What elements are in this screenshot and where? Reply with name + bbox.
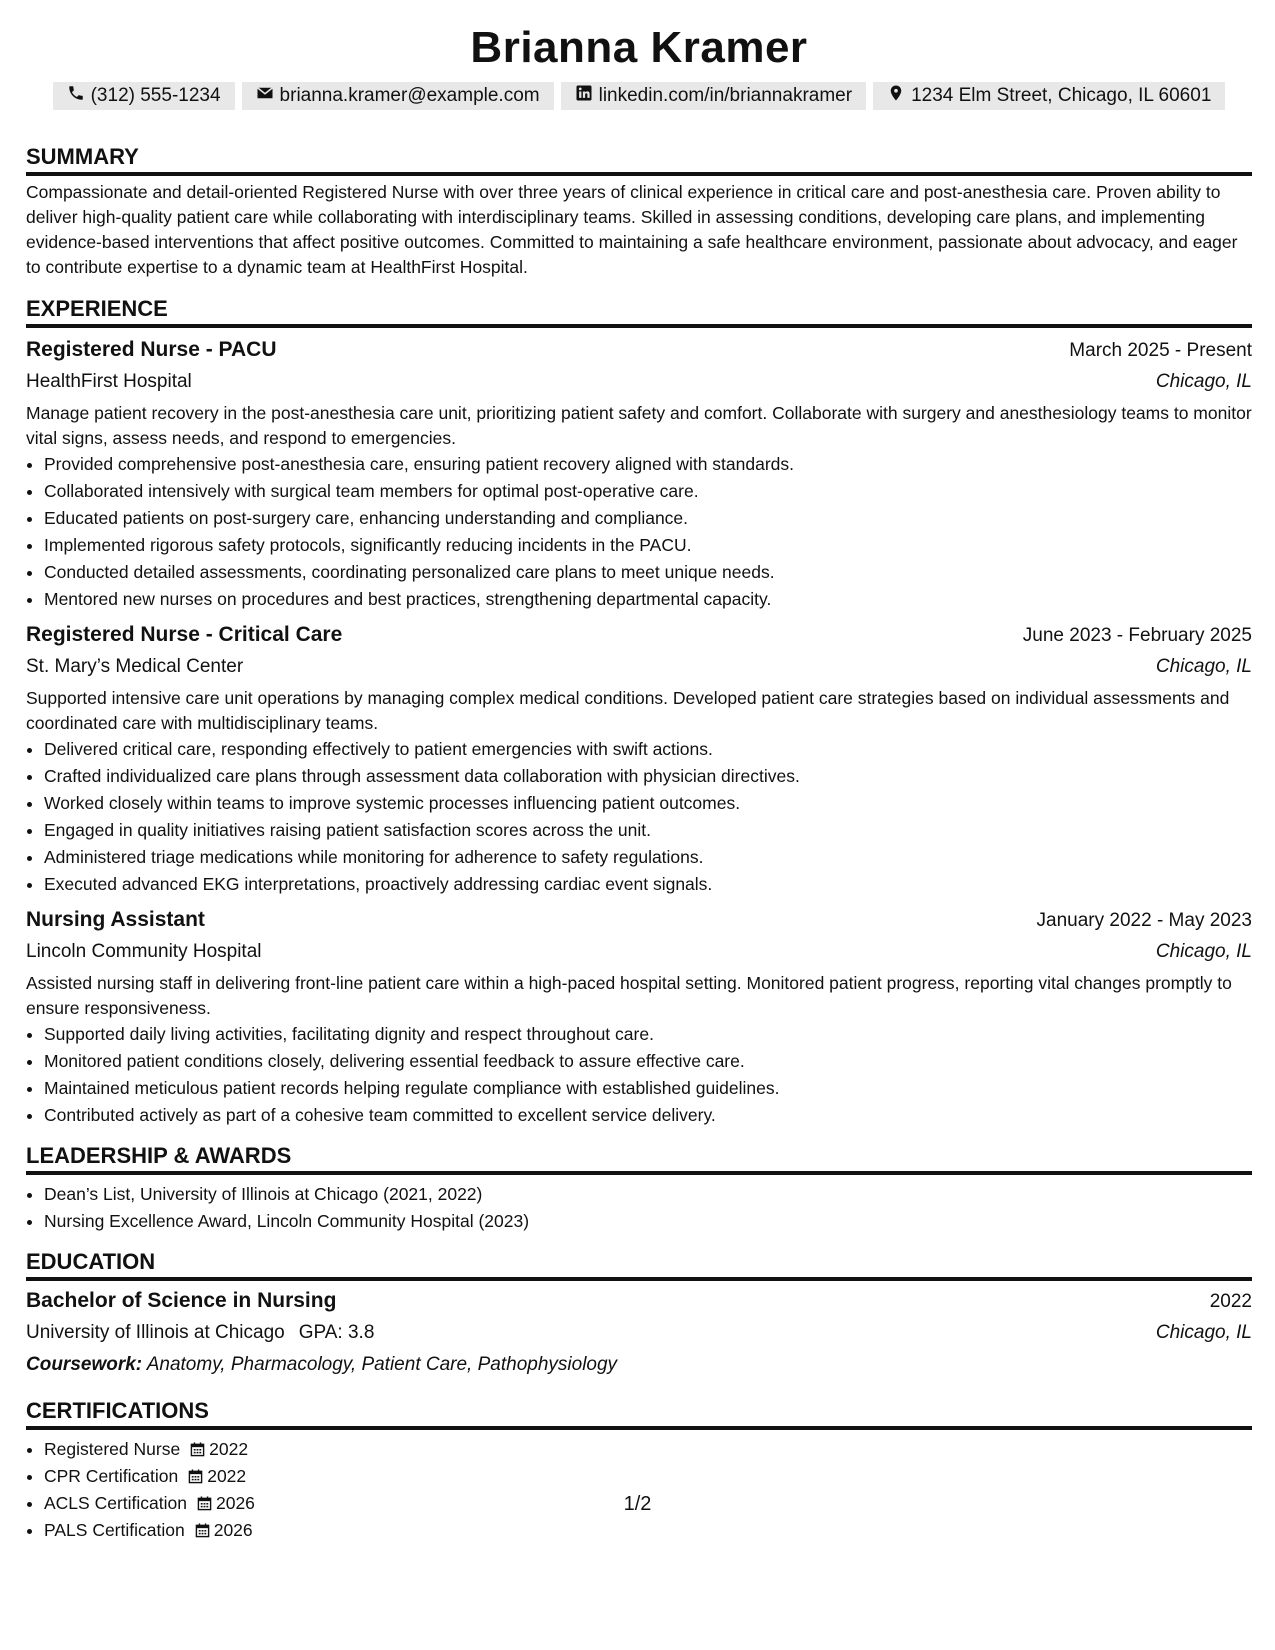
job-location: Chicago, IL bbox=[1155, 941, 1252, 962]
job-title: Registered Nurse - Critical Care bbox=[26, 623, 343, 646]
list-item: • Crafted individualized care plans through assessment data collaboration with physician directives. bbox=[44, 763, 1252, 790]
list-item: • Nursing Excellence Award, Lincoln Community Hospital (2023) bbox=[44, 1208, 1252, 1235]
certification-year: 2022 bbox=[207, 1466, 247, 1486]
school-name: University of Illinois at Chicago bbox=[26, 1322, 285, 1343]
certification-name: PALS Certification bbox=[44, 1520, 185, 1540]
list-item: • Supported daily living activities, facilitating dignity and respect throughout care. bbox=[44, 1021, 1252, 1048]
coursework-label: Coursework: bbox=[26, 1354, 143, 1375]
section-title: LEADERSHIP & AWARDS bbox=[26, 1141, 1252, 1175]
candidate-name: Brianna Kramer bbox=[470, 23, 808, 72]
certifications-section bbox=[26, 1396, 1252, 1544]
certification-name: ACLS Certification bbox=[44, 1493, 187, 1513]
job-bullets bbox=[26, 1021, 1252, 1129]
summary-section bbox=[26, 142, 1252, 280]
job-dates: January 2022 - May 2023 bbox=[1036, 910, 1252, 931]
list-item: • Provided comprehensive post-anesthesia care, ensuring patient recovery aligned with standards. bbox=[44, 451, 1252, 478]
calendar-icon bbox=[188, 1465, 203, 1480]
section-title: EXPERIENCE bbox=[26, 294, 1252, 328]
list-item: • Administered triage medications while monitoring for adherence to safety regulations. bbox=[44, 844, 1252, 871]
contact-linkedin[interactable] bbox=[561, 82, 866, 110]
job-title: Nursing Assistant bbox=[26, 908, 205, 931]
section-title: CERTIFICATIONS bbox=[26, 1396, 1252, 1430]
contact-email[interactable] bbox=[242, 82, 554, 110]
school-location: Chicago, IL bbox=[1155, 1322, 1252, 1343]
degree: Bachelor of Science in Nursing bbox=[26, 1289, 337, 1312]
email-text: brianna.kramer@example.com bbox=[279, 85, 540, 106]
job-location: Chicago, IL bbox=[1155, 656, 1252, 677]
job-description: Manage patient recovery in the post-anesthesia care unit, prioritizing patient safety and comfort. Collaborate with surgery and anesthesiology teams to monitor vital signs, assess needs, and respond to emergencies. bbox=[26, 403, 1252, 448]
list-item: • Dean’s List, University of Illinois at Chicago (2021, 2022) bbox=[44, 1181, 1252, 1208]
list-item: • Collaborated intensively with surgical team members for optimal post-operative care. bbox=[44, 478, 1252, 505]
certification-year: 2026 bbox=[213, 1520, 253, 1540]
list-item bbox=[44, 1436, 1252, 1463]
list-item: • Executed advanced EKG interpretations, proactively addressing cardiac event signals. bbox=[44, 871, 1252, 898]
coursework bbox=[26, 1350, 1252, 1380]
list-item: • Conducted detailed assessments, coordinating personalized care plans to meet unique needs. bbox=[44, 559, 1252, 586]
job-title: Registered Nurse - PACU bbox=[26, 338, 277, 361]
list-item bbox=[44, 1463, 1252, 1490]
list-item: • Maintained meticulous patient records helping regulate compliance with established guidelines. bbox=[44, 1075, 1252, 1102]
education-section bbox=[26, 1247, 1252, 1380]
list-item: • Worked closely within teams to improve systemic processes influencing patient outcomes. bbox=[44, 790, 1252, 817]
job-entry bbox=[26, 904, 1252, 1129]
envelope-icon bbox=[256, 84, 274, 108]
certification-name: CPR Certification bbox=[44, 1466, 179, 1486]
gpa: GPA: 3.8 bbox=[298, 1322, 375, 1343]
employer: HealthFirst Hospital bbox=[26, 371, 192, 392]
contact-bar bbox=[26, 82, 1252, 110]
certification-year: 2022 bbox=[209, 1439, 249, 1459]
list-item bbox=[44, 1517, 1252, 1544]
phone-text: (312) 555-1234 bbox=[90, 85, 221, 106]
employer: St. Mary’s Medical Center bbox=[26, 656, 244, 677]
list-item: • Contributed actively as part of a cohesive team committed to excellent service delivery. bbox=[44, 1102, 1252, 1129]
calendar-icon bbox=[190, 1438, 205, 1453]
certification-name: Registered Nurse bbox=[44, 1439, 181, 1459]
list-item: • Implemented rigorous safety protocols, significantly reducing incidents in the PACU. bbox=[44, 532, 1252, 559]
certification-year: 2026 bbox=[215, 1493, 255, 1513]
contact-phone[interactable] bbox=[53, 82, 235, 110]
job-location: Chicago, IL bbox=[1155, 371, 1252, 392]
job-description: Supported intensive care unit operations by managing complex medical conditions. Developed patient care strategies based on individual assessments and coordinated care with multidisciplinary teams. bbox=[26, 688, 1230, 733]
experience-section bbox=[26, 294, 1252, 1129]
linkedin-text: linkedin.com/in/briannakramer bbox=[598, 85, 853, 106]
summary-text: Compassionate and detail-oriented Registered Nurse with over three years of clinical experience in critical care and post-anesthesia care. Proven ability to deliver high-quality patient care while collaborating with interdisciplinary teams. Skilled in assessing conditions, developing care plans, and implementing evidence-based interventions that affect positive outcomes. Committed to maintaining a safe healthcare environment, passionate about advocacy, and eager to contribute expertise to a dynamic team at HealthFirst Hospital. bbox=[26, 182, 1238, 277]
page-number: 1/2 bbox=[623, 1493, 652, 1515]
linkedin-icon bbox=[575, 84, 593, 108]
list-item: • Educated patients on post-surgery care, enhancing understanding and compliance. bbox=[44, 505, 1252, 532]
job-description: Assisted nursing staff in delivering front-line patient care within a high-paced hospital setting. Monitored patient progress, reporting vital changes promptly to ensure responsiveness. bbox=[26, 973, 1232, 1018]
job-dates: June 2023 - February 2025 bbox=[1022, 625, 1252, 646]
employer: Lincoln Community Hospital bbox=[26, 941, 262, 962]
job-entry bbox=[26, 334, 1252, 613]
job-dates: March 2025 - Present bbox=[1069, 340, 1252, 361]
contact-address[interactable] bbox=[873, 82, 1225, 110]
calendar-icon bbox=[195, 1519, 210, 1534]
coursework-list: Anatomy, Pharmacology, Patient Care, Pathophysiology bbox=[146, 1354, 618, 1375]
phone-icon bbox=[67, 84, 85, 108]
section-title: EDUCATION bbox=[26, 1247, 1252, 1281]
list-item: • Engaged in quality initiatives raising patient satisfaction scores across the unit. bbox=[44, 817, 1252, 844]
job-bullets bbox=[26, 451, 1252, 613]
list-item: • Delivered critical care, responding effectively to patient emergencies with swift actions. bbox=[44, 736, 1252, 763]
resume-page bbox=[26, 0, 1252, 1544]
graduation-year: 2022 bbox=[1209, 1291, 1252, 1312]
map-pin-icon bbox=[887, 84, 905, 108]
certifications-list bbox=[26, 1436, 1252, 1544]
leadership-section bbox=[26, 1141, 1252, 1235]
job-bullets bbox=[26, 736, 1252, 898]
awards-list bbox=[26, 1181, 1252, 1235]
job-entry bbox=[26, 619, 1252, 898]
section-title: SUMMARY bbox=[26, 142, 1252, 176]
list-item: • Monitored patient conditions closely, delivering essential feedback to assure effective care. bbox=[44, 1048, 1252, 1075]
address-text: 1234 Elm Street, Chicago, IL 60601 bbox=[911, 85, 1212, 106]
list-item: • Mentored new nurses on procedures and best practices, strengthening departmental capacity. bbox=[44, 586, 1252, 613]
